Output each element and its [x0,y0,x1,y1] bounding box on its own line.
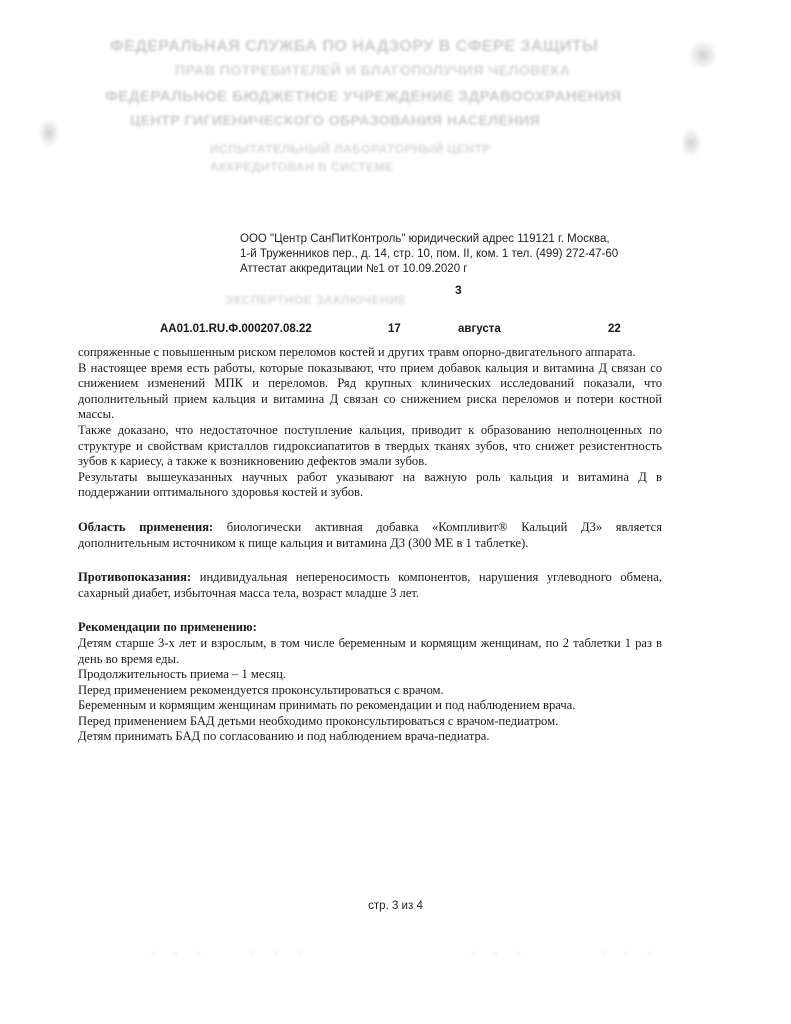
scope-section [78,520,662,551]
faded-header-line-6: АККРЕДИТОВАН В СИСТЕМЕ [210,160,394,174]
lab-info-line-1: ООО "Центр СанПитКонтроль" юридический адрес 119121 г. Москва, [240,233,610,245]
lab-info-line-2: 1-й Труженников пер., д. 14, стр. 10, пом. II, ком. 1 тел. (499) 272-47-60 [240,248,619,260]
paragraph: сопряженные с повышенным риском переломов костей и других травм опорно-двигательного аппарата. [78,345,636,359]
faded-header-line-3: ФЕДЕРАЛЬНОЕ БЮДЖЕТНОЕ УЧРЕЖДЕНИЕ ЗДРАВООХРАНЕНИЯ [105,88,622,105]
paragraph: Результаты вышеуказанных научных работ указывают на важную роль кальция и витамина Д в поддержании оптимального здоровья костей и зубов. [78,469,662,500]
scan-smudge [680,128,702,158]
recommendation-item: Детям принимать БАД по согласованию и под наблюдением врача-педиатра. [78,729,490,744]
recommendations-label: Рекомендации по применению: [78,620,257,635]
page-number-top: 3 [455,283,462,297]
faded-title-line: ЭКСПЕРТНОЕ ЗАКЛЮЧЕНИЕ [225,293,407,307]
faded-header-line-4: ЦЕНТР ГИГИЕНИЧЕСКОГО ОБРАЗОВАНИЯ НАСЕЛЕНИЯ [130,112,541,128]
recommendation-item: Беременным и кормящим женщинам принимать по рекомендации и под наблюдением врача. [78,698,576,713]
document-body [78,345,662,745]
doc-day: 17 [388,323,401,335]
lab-info-block [240,232,660,277]
scope-text: биологически активная добавка «Компливит® Кальций Д3» является дополнительным источником к пище кальция и витамина Д3 (300 МЕ в 1 таблетке). [78,519,662,550]
faded-header-line-1: ФЕДЕРАЛЬНАЯ СЛУЖБА ПО НАДЗОРУ В СФЕРЕ ЗАЩИТЫ [110,38,599,55]
faded-mark: · · · [600,942,658,962]
paragraph: Также доказано, что недостаточное поступление кальция, приводит к образованию неполноценных по структуре и свойствам кристаллов гидроксиапатитов в твердых тканях зубов, что снижет резистентность зубов к кариесу, а также к возникновению дефектов эмали зубов. [78,422,662,469]
contraindications-label: Противопоказания: [78,570,192,585]
paragraph: В настоящее время есть работы, которые показывают, что прием добавок кальция и витамина Д связан со снижением изменений МПК и переломов. Ряд крупных клинических исследований показали, что дополнительный прием кальция и витамина Д связан со снижением риска переломов и потери костной массы. [78,360,662,422]
faded-mark: · · · [250,942,308,962]
recommendation-item: Перед применением БАД детьми необходимо проконсультироваться с врачом-педиатром. [78,713,559,728]
scan-smudge [688,40,718,70]
scope-label: Область применения: [78,519,214,534]
doc-number: AA01.01.RU.Ф.000207.08.22 [160,323,312,335]
recommendation-item: Детям старше 3-х лет и взрослым, в том числе беременным и кормящим женщинам, по 2 таблетки 1 раз в день во время еды. [78,635,662,666]
faded-mark: · · · [470,942,528,962]
faded-header-line-5: ИСПЫТАТЕЛЬНЫЙ ЛАБОРАТОРНЫЙ ЦЕНТР [210,142,491,156]
doc-month: августа [458,323,501,335]
recommendation-item: Продолжительность приема – 1 месяц. [78,667,287,682]
scan-smudge [38,118,60,148]
faded-header-line-2: ПРАВ ПОТРЕБИТЕЛЕЙ И БЛАГОПОЛУЧИЯ ЧЕЛОВЕКА [175,62,571,78]
page-footer: стр. 3 из 4 [368,900,423,912]
contraindications-text: индивидуальная непереносимость компонентов, нарушения углеводного обмена, сахарный диабет, избыточная масса тела, возраст младше 3 лет. [78,570,662,600]
lab-info-line-3: Аттестат аккредитации №1 от 10.09.2020 г [240,263,468,275]
contraindications-section [78,570,662,601]
faded-mark: · · · [150,942,208,962]
doc-year: 22 [608,323,621,335]
recommendation-item: Перед применением рекомендуется проконсультироваться с врачом. [78,682,444,697]
